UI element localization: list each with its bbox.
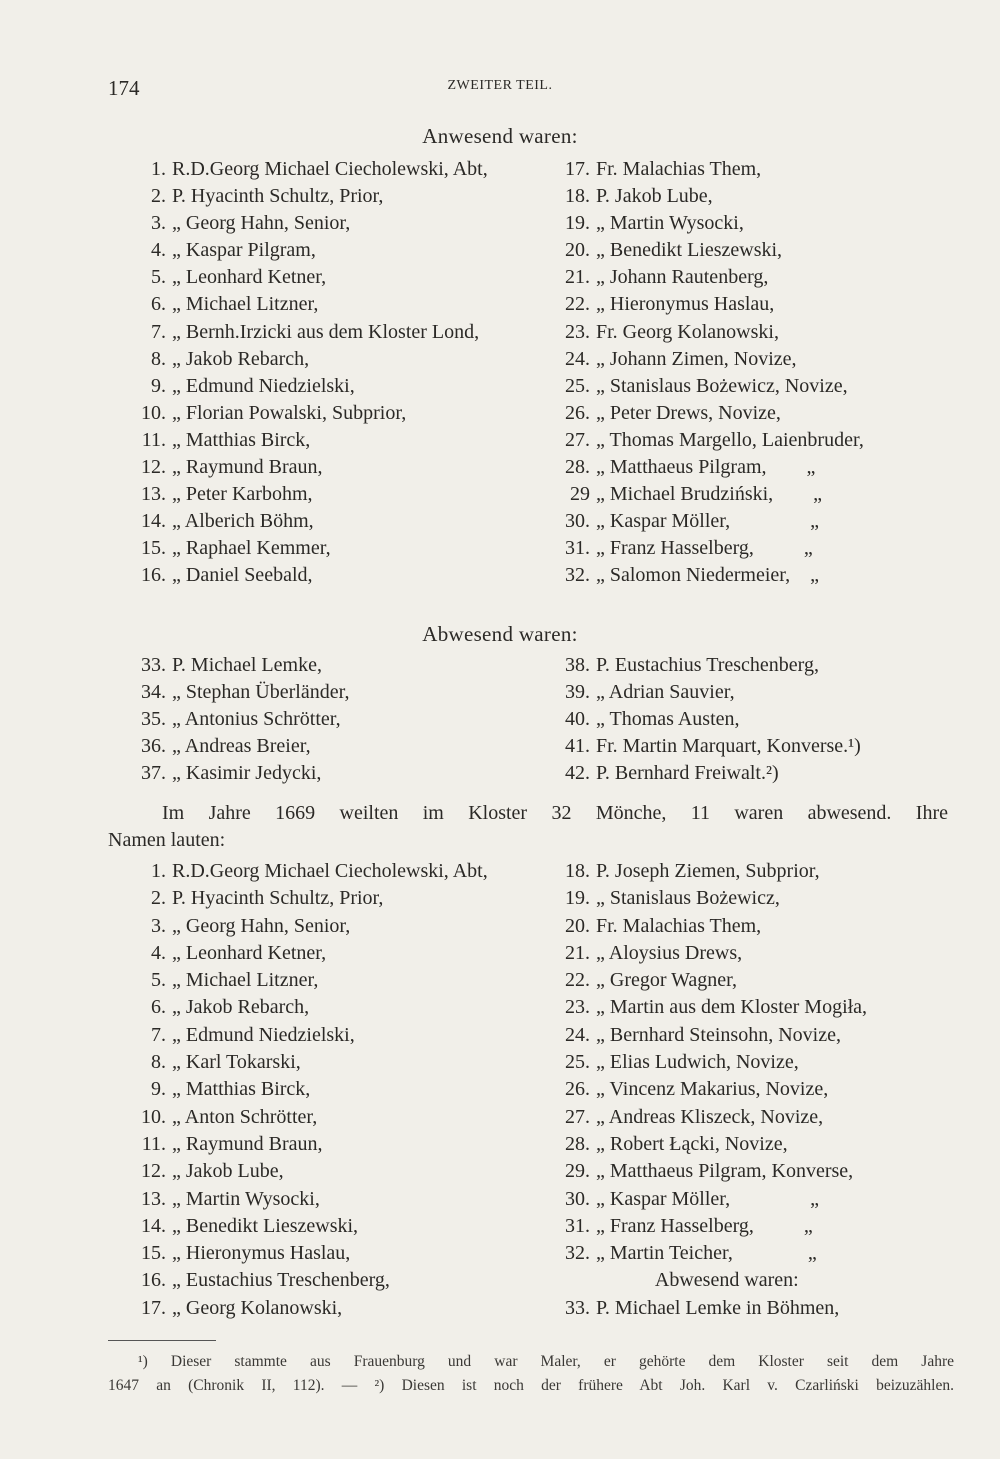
- item-name: „ Peter Drews, Novize,: [596, 401, 781, 424]
- list-item: [552, 652, 861, 679]
- paragraph-1669: [108, 800, 948, 854]
- item-name: „ Adrian Sauvier,: [596, 681, 735, 704]
- list-item: [552, 913, 867, 940]
- item-name: „ Martin Teicher, „: [596, 1242, 817, 1265]
- item-number: 6.: [151, 293, 166, 316]
- item-number: 9.: [151, 1078, 166, 1101]
- item-number: 3.: [151, 212, 166, 235]
- item-number: 6.: [151, 996, 166, 1019]
- list-item: [552, 319, 864, 346]
- item-name: „ Kaspar Möller, „: [596, 510, 820, 533]
- list-item: [108, 940, 488, 967]
- item-number: 38.: [565, 654, 590, 676]
- footnote-line-2: 1647 an (Chronik II, 112). — ²) Diesen ist noch der frühere Abt Joh. Karl v. Czarliński beizuzählen.: [108, 1377, 954, 1394]
- list-item: [552, 706, 861, 733]
- list-item: [108, 535, 488, 562]
- list-item: [552, 427, 864, 454]
- list-item: [108, 346, 488, 373]
- list-item: [552, 967, 867, 994]
- paragraph-line-1: Im Jahre 1669 weilten im Kloster 32 Mönche, 11 waren abwesend. Ihre: [162, 802, 948, 824]
- item-number: 8.: [151, 347, 166, 370]
- item-number: 14.: [141, 1214, 166, 1237]
- list-item: [108, 1213, 488, 1240]
- item-number: 11.: [141, 1132, 166, 1155]
- list-item: [552, 858, 867, 885]
- list-item: [108, 1104, 488, 1131]
- item-number: 7.: [151, 1023, 166, 1046]
- list-1669-left: [108, 858, 488, 1322]
- list-item: [108, 237, 488, 264]
- item-name: „ Jakob Lube,: [172, 1160, 284, 1183]
- heading-present: Anwesend waren:: [422, 124, 578, 148]
- list-item: [552, 1076, 867, 1103]
- list-item: [552, 885, 867, 912]
- item-number: 8.: [151, 1051, 166, 1074]
- list-item: [108, 264, 488, 291]
- list-item: [108, 994, 488, 1021]
- item-number: 23.: [565, 320, 590, 343]
- item-name: „ Leonhard Ketner,: [172, 266, 327, 289]
- item-name: „ Stephan Überländer,: [172, 681, 350, 704]
- item-name: „ Stanislaus Bożewicz, Novize,: [596, 374, 848, 397]
- item-number: 15.: [141, 537, 166, 560]
- item-name: Abwesend waren:: [596, 1269, 799, 1292]
- list-item: [108, 858, 488, 885]
- list-item: [108, 291, 488, 318]
- item-name: „ Michael Litzner,: [172, 969, 319, 992]
- list-item: [552, 481, 864, 508]
- item-number: 20.: [565, 239, 590, 262]
- item-name: „ Thomas Margello, Laienbruder,: [596, 428, 864, 451]
- list-item: [552, 994, 867, 1021]
- item-number: 27.: [565, 428, 590, 451]
- item-name: „ Kaspar Pilgram,: [172, 239, 316, 262]
- list-item: [108, 913, 488, 940]
- list-item: [108, 1158, 488, 1185]
- item-name: „ Edmund Niedzielski,: [172, 1023, 355, 1046]
- item-name: „ Salomon Niedermeier, „: [596, 564, 820, 587]
- list-item: [108, 885, 488, 912]
- item-name: „ Jakob Rebarch,: [172, 996, 310, 1019]
- item-name: „ Johann Rautenberg,: [596, 266, 769, 289]
- list-item: [108, 562, 488, 589]
- list-item: [552, 535, 864, 562]
- item-name: „ Thomas Austen,: [596, 708, 740, 731]
- list-item: [108, 481, 488, 508]
- list-item: [552, 1295, 867, 1322]
- footnote-rule: [108, 1340, 216, 1341]
- item-number: 35.: [141, 708, 166, 731]
- item-number: [552, 1267, 596, 1294]
- running-title: ZWEITER TEIL.: [447, 78, 553, 93]
- list-1669-right: [552, 858, 867, 1322]
- item-number: 39.: [565, 681, 590, 704]
- list-item: [108, 156, 488, 183]
- item-name: „ Michael Brudziński, „: [596, 483, 823, 506]
- list-item: [108, 1131, 488, 1158]
- item-number: 24.: [565, 347, 590, 370]
- item-number: 30.: [565, 510, 590, 533]
- item-name: „ Matthias Birck,: [172, 1078, 311, 1101]
- item-name: „ Martin Wysocki,: [172, 1187, 320, 1210]
- list-item: [108, 454, 488, 481]
- item-number: 34.: [141, 681, 166, 704]
- absent-list-right: [552, 652, 861, 787]
- list-item: [108, 210, 488, 237]
- list-item: [108, 679, 349, 706]
- item-name: „ Daniel Seebald,: [172, 564, 313, 587]
- item-name: „ Eustachius Treschenberg,: [172, 1269, 390, 1292]
- list-item: [108, 373, 488, 400]
- list-item: [108, 1295, 488, 1322]
- item-name: „ Kaspar Möller, „: [596, 1187, 820, 1210]
- list-item: [552, 346, 864, 373]
- absent-list-left: [108, 652, 349, 787]
- item-name: P. Joseph Ziemen, Subprior,: [596, 860, 820, 882]
- item-name: R.D.Georg Michael Ciecholewski, Abt,: [172, 158, 488, 180]
- list-item: [108, 1049, 488, 1076]
- item-number: 33.: [565, 1296, 590, 1319]
- item-number: 12.: [141, 1160, 166, 1183]
- list-item: [108, 733, 349, 760]
- item-number: 22.: [565, 293, 590, 316]
- page-header: [0, 76, 1000, 106]
- item-number: 37.: [141, 762, 166, 785]
- item-number: 25.: [565, 374, 590, 397]
- item-name: „ Edmund Niedzielski,: [172, 374, 355, 397]
- list-item: [552, 156, 864, 183]
- list-item: [108, 1240, 488, 1267]
- item-name: „ Peter Karbohm,: [172, 483, 313, 506]
- item-number: 16.: [141, 564, 166, 587]
- footnotes: [108, 1350, 954, 1398]
- item-name: P. Bernhard Freiwalt.²): [596, 762, 779, 785]
- heading-absent: Abwesend waren:: [422, 622, 578, 646]
- item-name: „ Matthias Birck,: [172, 428, 311, 451]
- item-name: „ Hieronymus Haslau,: [172, 1242, 351, 1265]
- list-item: [552, 1158, 867, 1185]
- item-name: „ Georg Hahn, Senior,: [172, 212, 351, 235]
- item-name: „ Martin aus dem Kloster Mogiła,: [596, 996, 868, 1019]
- item-number: 41.: [565, 735, 590, 758]
- item-number: 13.: [141, 1187, 166, 1210]
- item-number: 31.: [565, 1214, 590, 1237]
- item-number: 24.: [565, 1023, 590, 1046]
- item-name: „ Matthaeus Pilgram, Konverse,: [596, 1160, 854, 1183]
- item-name: „ Leonhard Ketner,: [172, 941, 327, 964]
- item-number: 4.: [151, 239, 166, 262]
- list-item: [108, 1186, 488, 1213]
- item-name: „ Andreas Breier,: [172, 735, 311, 758]
- item-number: 2.: [151, 887, 166, 910]
- item-number: 7.: [151, 320, 166, 343]
- item-number: 26.: [565, 401, 590, 424]
- list-item: [552, 508, 864, 535]
- list-item: [552, 760, 861, 787]
- item-name: „ Karl Tokarski,: [172, 1051, 301, 1074]
- item-number: 14.: [141, 510, 166, 533]
- item-number: 5.: [151, 266, 166, 289]
- list-item: [552, 400, 864, 427]
- item-name: „ Bernh.Irzicki aus dem Kloster Lond,: [172, 320, 480, 343]
- item-number: 32.: [565, 564, 590, 587]
- item-name: R.D.Georg Michael Ciecholewski, Abt,: [172, 860, 488, 882]
- item-name: P. Hyacinth Schultz, Prior,: [172, 185, 384, 208]
- item-name: „ Aloysius Drews,: [596, 941, 743, 964]
- item-name: „ Anton Schrötter,: [172, 1105, 318, 1128]
- item-name: „ Benedikt Lieszewski,: [172, 1214, 359, 1237]
- list-item: [552, 1213, 867, 1240]
- item-number: 10.: [141, 1105, 166, 1128]
- item-name: „ Stanislaus Bożewicz,: [596, 887, 780, 910]
- list-item: [552, 237, 864, 264]
- item-name: P. Hyacinth Schultz, Prior,: [172, 887, 384, 910]
- item-name: „ Elias Ludwich, Novize,: [596, 1051, 799, 1074]
- item-name: „ Robert Łącki, Novize,: [596, 1132, 788, 1155]
- present-list-right: [552, 156, 864, 590]
- list-item: [552, 183, 864, 210]
- item-number: 40.: [565, 708, 590, 731]
- item-number: 25.: [565, 1051, 590, 1074]
- list-item: [552, 1186, 867, 1213]
- list-item: [552, 1022, 867, 1049]
- item-name: „ Franz Hasselberg, „: [596, 1214, 813, 1237]
- footnote-line-1: ¹) Dieser stammte aus Frauenburg und war Maler, er gehörte dem Kloster seit dem Jahre: [138, 1353, 954, 1370]
- item-number: 18.: [565, 185, 590, 208]
- list-item: [108, 706, 349, 733]
- paragraph-line-2: Namen lauten:: [108, 829, 226, 851]
- item-number: 16.: [141, 1269, 166, 1292]
- item-number: 17.: [141, 1296, 166, 1319]
- item-number: 4.: [151, 941, 166, 964]
- item-name: P. Michael Lemke in Böhmen,: [596, 1296, 840, 1319]
- list-item: [552, 940, 867, 967]
- list-item: [552, 264, 864, 291]
- item-name: „ Hieronymus Haslau,: [596, 293, 775, 316]
- list-item: [552, 733, 861, 760]
- item-name: „ Gregor Wagner,: [596, 969, 738, 992]
- item-name: Fr. Martin Marquart, Konverse.¹): [596, 735, 861, 758]
- item-name: „ Benedikt Lieszewski,: [596, 239, 783, 262]
- present-list-left: [108, 156, 488, 590]
- item-number: 15.: [141, 1242, 166, 1265]
- item-number: 42.: [565, 762, 590, 785]
- item-number: 5.: [151, 969, 166, 992]
- item-number: 13.: [141, 483, 166, 506]
- item-name: Fr. Malachias Them,: [596, 158, 762, 180]
- list-item: [552, 1267, 867, 1294]
- item-number: 31.: [565, 537, 590, 560]
- list-item: [108, 652, 349, 679]
- item-number: 21.: [565, 266, 590, 289]
- item-number: 28.: [565, 456, 590, 479]
- list-item: [552, 291, 864, 318]
- item-number: 12.: [141, 456, 166, 479]
- item-name: P. Eustachius Treschenberg,: [596, 654, 819, 676]
- list-item: [108, 427, 488, 454]
- item-number: 29.: [565, 1160, 590, 1183]
- list-item: [552, 210, 864, 237]
- item-number: 9.: [151, 374, 166, 397]
- item-name: „ Raphael Kemmer,: [172, 537, 331, 560]
- item-name: „ Alberich Böhm,: [172, 510, 314, 533]
- item-name: „ Kasimir Jedycki,: [172, 762, 322, 785]
- item-number: 26.: [565, 1078, 590, 1101]
- item-number: 28.: [565, 1132, 590, 1155]
- list-item: [552, 1131, 867, 1158]
- item-name: „ Martin Wysocki,: [596, 212, 744, 235]
- list-item: [552, 1049, 867, 1076]
- item-number: 2.: [151, 185, 166, 208]
- list-item: [108, 319, 488, 346]
- item-number: 29: [570, 483, 590, 506]
- item-name: „ Johann Zimen, Novize,: [596, 347, 797, 370]
- list-item: [108, 400, 488, 427]
- item-name: Fr. Georg Kolanowski,: [596, 320, 779, 343]
- item-name: P. Jakob Lube,: [596, 185, 713, 208]
- item-number: 21.: [565, 941, 590, 964]
- item-name: „ Georg Kolanowski,: [172, 1296, 343, 1319]
- item-name: „ Georg Hahn, Senior,: [172, 914, 351, 937]
- item-number: 10.: [141, 401, 166, 424]
- item-number: 18.: [565, 860, 590, 882]
- item-number: 22.: [565, 969, 590, 992]
- item-number: 1.: [151, 860, 166, 882]
- item-number: 23.: [565, 996, 590, 1019]
- list-item: [552, 679, 861, 706]
- item-name: „ Bernhard Steinsohn, Novize,: [596, 1023, 841, 1046]
- list-item: [552, 1104, 867, 1131]
- item-number: 3.: [151, 914, 166, 937]
- item-name: „ Raymund Braun,: [172, 456, 323, 479]
- item-number: 33.: [141, 654, 166, 676]
- list-item: [108, 760, 349, 787]
- item-name: „ Andreas Kliszeck, Novize,: [596, 1105, 824, 1128]
- item-name: Fr. Malachias Them,: [596, 914, 762, 937]
- list-item: [108, 1076, 488, 1103]
- item-name: „ Florian Powalski, Subprior,: [172, 401, 407, 424]
- item-name: „ Antonius Schrötter,: [172, 708, 341, 731]
- list-item: [108, 183, 488, 210]
- item-number: 11.: [141, 428, 166, 451]
- item-name: „ Matthaeus Pilgram, „: [596, 456, 816, 479]
- list-item: [552, 562, 864, 589]
- list-item: [108, 1022, 488, 1049]
- item-name: P. Michael Lemke,: [172, 654, 322, 676]
- item-name: „ Raymund Braun,: [172, 1132, 323, 1155]
- item-name: „ Jakob Rebarch,: [172, 347, 310, 370]
- list-item: [552, 454, 864, 481]
- page-number: 174: [108, 76, 140, 100]
- item-number: 17.: [565, 158, 590, 180]
- item-name: „ Michael Litzner,: [172, 293, 319, 316]
- item-number: 32.: [565, 1242, 590, 1265]
- item-number: 30.: [565, 1187, 590, 1210]
- item-number: 27.: [565, 1105, 590, 1128]
- item-number: 1.: [151, 158, 166, 180]
- item-number: 19.: [565, 212, 590, 235]
- item-name: „ Franz Hasselberg, „: [596, 537, 813, 560]
- list-item: [108, 508, 488, 535]
- item-number: 20.: [565, 914, 590, 937]
- list-item: [552, 1240, 867, 1267]
- list-item: [108, 1267, 488, 1294]
- item-number: 19.: [565, 887, 590, 910]
- list-item: [552, 373, 864, 400]
- item-number: 36.: [141, 735, 166, 758]
- item-name: „ Vincenz Makarius, Novize,: [596, 1078, 829, 1101]
- list-item: [108, 967, 488, 994]
